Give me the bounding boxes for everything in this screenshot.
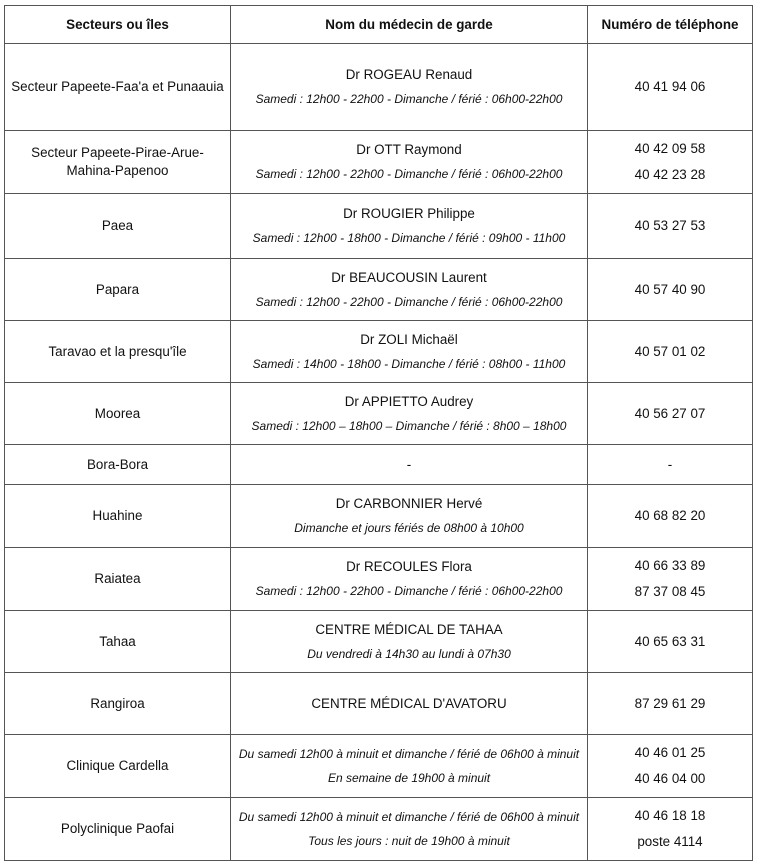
doctor-name: Dr RECOULES Flora (346, 559, 472, 574)
duty-hours: En semaine de 19h00 à minuit (327, 771, 491, 785)
phone-number: 40 41 94 06 (634, 79, 706, 94)
table-row (5, 485, 753, 548)
doctor-cell (231, 321, 588, 383)
phone-cell (588, 445, 753, 485)
duty-hours: Samedi : 12h00 - 22h00 - Dimanche / férié : 06h00-22h00 (255, 167, 563, 181)
sector-cell: Secteur Papeete-Pirae-Arue-Mahina-Papenoo (5, 131, 231, 194)
phone-number: 40 42 23 28 (634, 167, 706, 182)
phone-number: 87 37 08 45 (634, 584, 706, 599)
table-row (5, 798, 753, 861)
table-row (5, 259, 753, 321)
sector-cell: Polyclinique Paofai (5, 798, 231, 861)
duty-hours: Samedi : 12h00 - 22h00 - Dimanche / férié : 06h00-22h00 (255, 92, 563, 106)
phone-cell (588, 321, 753, 383)
doctor-name: Dr ROGEAU Renaud (345, 67, 473, 82)
duty-hours: Samedi : 12h00 – 18h00 – Dimanche / férié : 8h00 – 18h00 (251, 418, 567, 433)
doctor-name: Dr BEAUCOUSIN Laurent (331, 269, 487, 285)
phone-number: - (667, 456, 673, 472)
duty-hours: Du vendredi à 14h30 au lundi à 07h30 (307, 646, 511, 661)
doctor-name: CENTRE MÉDICAL DE TAHAA (315, 621, 503, 637)
doctor-name: Dr ROUGIER Philippe (343, 206, 475, 221)
on-call-doctors-table (4, 5, 753, 861)
table-row (5, 445, 753, 485)
sector-cell: Huahine (5, 485, 231, 548)
doctor-cell (231, 611, 588, 673)
table-row (5, 131, 753, 194)
phone-number: 40 46 04 00 (634, 771, 706, 786)
table-row (5, 673, 753, 735)
doctor-cell (231, 485, 588, 548)
table-row (5, 611, 753, 673)
doctor-name: Dr APPIETTO Audrey (344, 393, 474, 409)
doctor-cell (231, 735, 588, 798)
table-row (5, 548, 753, 611)
duty-hours: Samedi : 12h00 - 22h00 - Dimanche / férié : 06h00-22h00 (255, 294, 563, 309)
phone-number: 40 68 82 20 (634, 508, 706, 523)
phone-number: 40 57 40 90 (634, 281, 706, 297)
phone-cell (588, 611, 753, 673)
phone-cell (588, 44, 753, 131)
phone-cell (588, 259, 753, 321)
header-sector: Secteurs ou îles (5, 6, 231, 44)
doctor-cell (231, 131, 588, 194)
doctor-cell (231, 548, 588, 611)
duty-hours: Du samedi 12h00 à minuit et dimanche / férié de 06h00 à minuit (238, 747, 580, 761)
duty-hours: Du samedi 12h00 à minuit et dimanche / férié de 06h00 à minuit (238, 810, 580, 824)
doctor-cell (231, 673, 588, 735)
phone-cell (588, 383, 753, 445)
phone-number: 40 46 18 18 (634, 808, 706, 823)
sector-cell: Bora-Bora (5, 445, 231, 485)
sector-cell: Clinique Cardella (5, 735, 231, 798)
doctor-cell (231, 798, 588, 861)
phone-cell (588, 798, 753, 861)
table-row (5, 44, 753, 131)
phone-number: 40 42 09 58 (634, 141, 706, 156)
sector-cell: Secteur Papeete-Faa'a et Punaauia (5, 44, 231, 131)
doctor-name: Dr CARBONNIER Hervé (335, 496, 483, 511)
doctor-cell (231, 259, 588, 321)
header-row (5, 6, 753, 44)
duty-hours: Samedi : 12h00 - 22h00 - Dimanche / férié : 06h00-22h00 (255, 584, 563, 598)
phone-number: 40 65 63 31 (634, 633, 706, 649)
phone-number: 40 46 01 25 (634, 745, 706, 760)
doctor-cell (231, 44, 588, 131)
doctor-cell (231, 383, 588, 445)
duty-hours: Samedi : 12h00 - 18h00 - Dimanche / férié : 09h00 - 11h00 (252, 231, 566, 245)
phone-number: 40 56 27 07 (634, 405, 706, 421)
header-phone: Numéro de téléphone (588, 6, 753, 44)
sector-cell: Paea (5, 194, 231, 259)
table-row (5, 321, 753, 383)
doctor-cell (231, 445, 588, 485)
sector-cell: Raiatea (5, 548, 231, 611)
doctor-name: - (406, 456, 412, 472)
phone-cell (588, 735, 753, 798)
phone-number: 40 53 27 53 (634, 218, 706, 233)
sector-cell: Moorea (5, 383, 231, 445)
duty-hours: Samedi : 14h00 - 18h00 - Dimanche / férié : 08h00 - 11h00 (252, 356, 566, 371)
phone-number: poste 4114 (637, 834, 703, 849)
sector-cell: Tahaa (5, 611, 231, 673)
sector-cell: Rangiroa (5, 673, 231, 735)
sector-cell: Papara (5, 259, 231, 321)
doctor-name: CENTRE MÉDICAL D'AVATORU (311, 695, 507, 711)
phone-cell (588, 194, 753, 259)
phone-cell (588, 131, 753, 194)
doctor-cell (231, 194, 588, 259)
doctor-name: Dr ZOLI Michaël (360, 331, 458, 347)
phone-number: 40 66 33 89 (634, 558, 706, 573)
phone-number: 40 57 01 02 (634, 343, 706, 359)
doctor-name: Dr OTT Raymond (356, 142, 462, 157)
phone-number: 87 29 61 29 (634, 695, 706, 711)
table-row (5, 735, 753, 798)
table-row (5, 383, 753, 445)
phone-cell (588, 548, 753, 611)
sector-cell: Taravao et la presqu'île (5, 321, 231, 383)
duty-hours: Dimanche et jours fériés de 08h00 à 10h00 (294, 521, 524, 535)
duty-hours: Tous les jours : nuit de 19h00 à minuit (308, 834, 510, 848)
table-row (5, 194, 753, 259)
header-doctor: Nom du médecin de garde (231, 6, 588, 44)
phone-cell (588, 485, 753, 548)
phone-cell (588, 673, 753, 735)
table-body (5, 44, 753, 861)
